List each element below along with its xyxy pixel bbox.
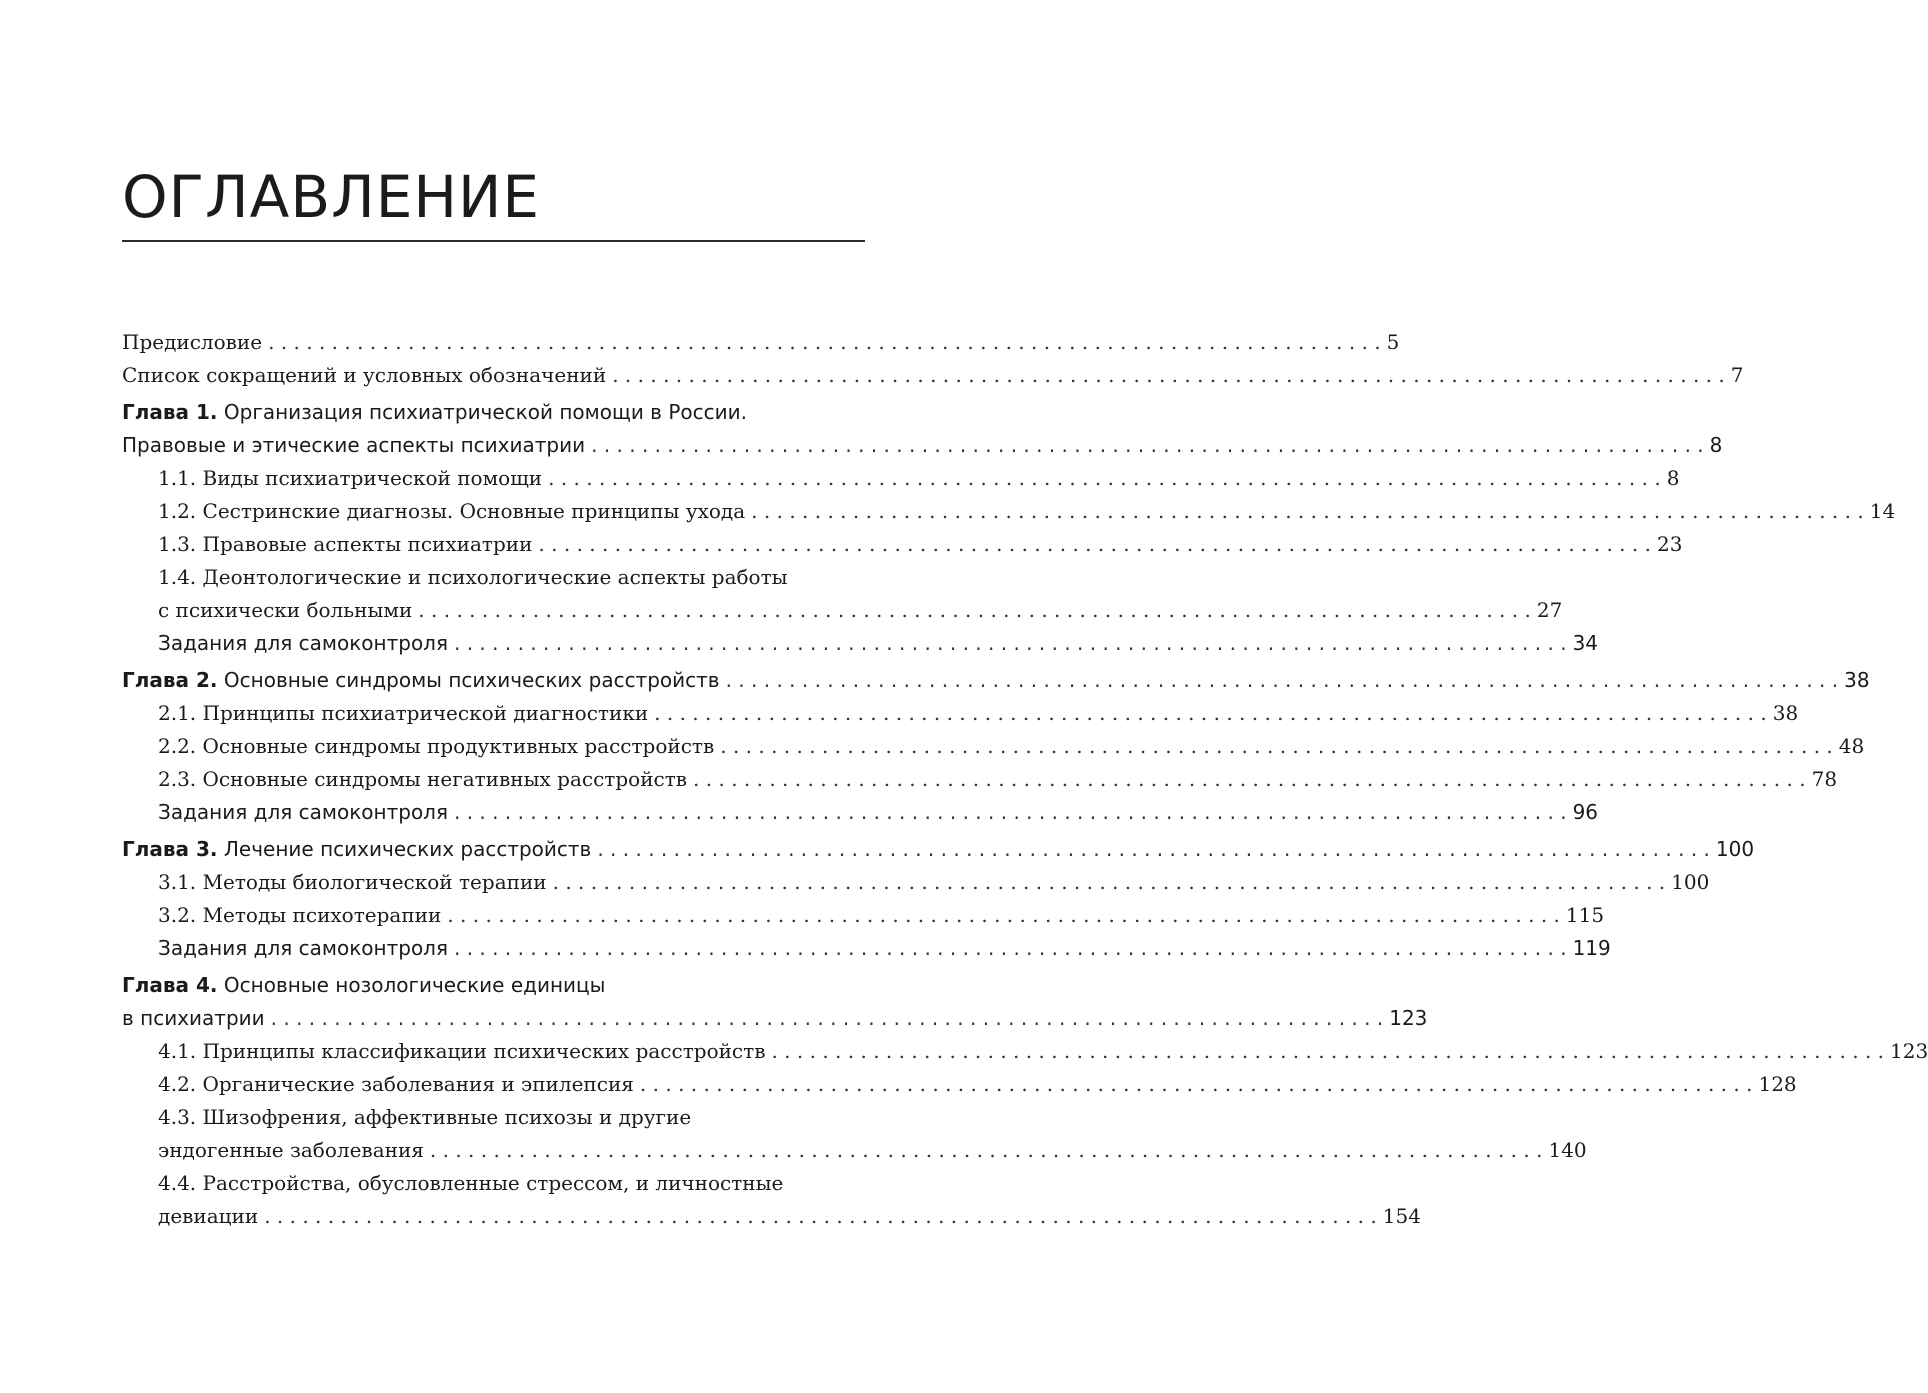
toc-entry-page: 48 — [1838, 734, 1865, 758]
toc-section-4-3-line-1[interactable]: 4.3. Шизофрения, аффективные психозы и другие — [158, 1105, 692, 1129]
toc-section-1-4[interactable] — [122, 594, 1563, 627]
dot-leader — [454, 627, 1567, 660]
toc-entry-label: 4.2. Органические заболевания и эпилепсия — [158, 1072, 634, 1096]
toc-self-check-1[interactable] — [122, 627, 1599, 660]
chapter-title: Лечение психических расстройств — [223, 837, 592, 861]
toc-entry-label: 1.1. Виды психиатрической помощи — [158, 466, 543, 490]
chapter-number: Глава 3. — [122, 837, 218, 861]
toc-entry-label: 1.3. Правовые аспекты психиатрии — [158, 532, 533, 556]
toc-chapter-4-heading[interactable] — [122, 969, 865, 1002]
toc-self-check-2[interactable] — [122, 796, 1599, 829]
toc-entry-label: 2.1. Принципы психиатрической диагностики — [158, 701, 649, 725]
dot-leader — [418, 594, 1531, 627]
toc-entry-page: 38 — [1844, 668, 1870, 692]
toc-entry-page: 34 — [1572, 631, 1599, 655]
toc-entry-page: 27 — [1536, 598, 1563, 622]
toc-chapter-3[interactable] — [122, 833, 1755, 866]
toc-section-3-2[interactable] — [122, 899, 1605, 932]
toc-section-4-2[interactable] — [122, 1068, 1797, 1101]
dot-leader — [430, 1134, 1543, 1167]
toc-section-2-1[interactable] — [122, 697, 1799, 730]
toc-entry-label: Список сокращений и условных обозначений — [122, 363, 607, 387]
dot-leader — [726, 664, 1839, 697]
toc-entry-page: 123 — [1890, 1039, 1928, 1063]
dot-leader — [454, 796, 1567, 829]
toc-section-4-4[interactable] — [122, 1200, 1421, 1233]
toc-entry-page: 78 — [1811, 767, 1838, 791]
toc-entry-page: 14 — [1869, 499, 1896, 523]
toc-section-4-4-line-1[interactable]: 4.4. Расстройства, обусловленные стрессом, и личностные — [158, 1171, 784, 1195]
toc-entry-page: 154 — [1382, 1204, 1421, 1228]
dot-leader — [612, 359, 1725, 392]
toc-entry-page: 100 — [1715, 837, 1755, 861]
dot-leader — [597, 833, 1710, 866]
toc-chapter-2[interactable] — [122, 664, 1870, 697]
dot-leader — [553, 866, 1666, 899]
toc-entry-label: Задания для самоконтроля — [158, 800, 448, 824]
toc-chapter-1[interactable] — [122, 429, 1723, 462]
toc-entry-label: эндогенные заболевания — [158, 1138, 424, 1162]
toc-entry-page: 8 — [1709, 433, 1723, 457]
chapter-number: Глава 4. — [122, 973, 218, 997]
dot-leader — [538, 528, 1651, 561]
toc-entry-abbreviations[interactable] — [122, 359, 1744, 392]
toc-section-1-2[interactable] — [122, 495, 1896, 528]
table-of-contents — [122, 326, 1928, 1233]
chapter-number: Глава 1. — [122, 400, 218, 424]
toc-section-1-1[interactable] — [122, 462, 1680, 495]
toc-section-2-3[interactable] — [122, 763, 1838, 796]
toc-section-1-4-line-1[interactable]: 1.4. Деонтологические и психологические аспекты работы — [158, 565, 788, 589]
dot-leader — [640, 1068, 1753, 1101]
toc-entry-page: 119 — [1572, 936, 1611, 960]
toc-entry-label: девиации — [158, 1204, 259, 1228]
dot-leader — [693, 763, 1806, 796]
toc-entry-label: 3.1. Методы биологической терапии — [158, 870, 547, 894]
toc-entry-page: 100 — [1671, 870, 1710, 894]
toc-entry-page: 5 — [1386, 330, 1400, 354]
toc-chapter-4[interactable] — [122, 1002, 1428, 1035]
chapter-title-line-2: Правовые и этические аспекты психиатрии — [122, 433, 586, 457]
toc-entry-page: 7 — [1730, 363, 1744, 387]
toc-entry-page: 96 — [1572, 800, 1599, 824]
chapter-title-line-1: Основные нозологические единицы — [223, 973, 606, 997]
dot-leader — [548, 462, 1661, 495]
chapter-title-line-1: Организация психиатрической помощи в России. — [223, 400, 747, 424]
dot-leader — [591, 429, 1704, 462]
toc-entry-page: 115 — [1565, 903, 1605, 927]
dot-leader — [654, 697, 1767, 730]
toc-entry-label: 3.2. Методы психотерапии — [158, 903, 442, 927]
toc-entry-label: Задания для самоконтроля — [158, 936, 448, 960]
toc-section-4-3[interactable] — [122, 1134, 1587, 1167]
dot-leader — [271, 1002, 1384, 1035]
toc-section-3-1[interactable] — [122, 866, 1710, 899]
chapter-title: Основные синдромы психических расстройств — [223, 668, 720, 692]
dot-leader — [720, 730, 1833, 763]
page-title: ОГЛАВЛЕНИЕ — [122, 163, 541, 231]
toc-entry-label: Задания для самоконтроля — [158, 631, 448, 655]
toc-entry-preface[interactable] — [122, 326, 1400, 359]
toc-section-2-2[interactable] — [122, 730, 1865, 763]
toc-self-check-3[interactable] — [122, 932, 1611, 965]
dot-leader — [264, 1200, 1377, 1233]
toc-entry-page: 23 — [1656, 532, 1683, 556]
dot-leader — [751, 495, 1864, 528]
toc-section-1-3[interactable] — [122, 528, 1683, 561]
toc-entry-page: 140 — [1548, 1138, 1587, 1162]
toc-entry-label: 2.3. Основные синдромы негативных расстройств — [158, 767, 688, 791]
title-underline — [122, 240, 865, 242]
toc-entry-page: 38 — [1772, 701, 1799, 725]
dot-leader — [447, 899, 1560, 932]
toc-entry-page: 123 — [1389, 1006, 1428, 1030]
toc-entry-label: с психически больными — [158, 598, 413, 622]
toc-entry-label: 2.2. Основные синдромы продуктивных расстройств — [158, 734, 715, 758]
toc-chapter-1-heading[interactable] — [122, 396, 865, 429]
toc-entry-label: 1.2. Сестринские диагнозы. Основные принципы ухода — [158, 499, 746, 523]
dot-leader — [771, 1035, 1884, 1068]
toc-section-4-1[interactable] — [122, 1035, 1928, 1068]
dot-leader — [454, 932, 1567, 965]
toc-entry-page: 128 — [1758, 1072, 1797, 1096]
chapter-title-line-2: в психиатрии — [122, 1006, 265, 1030]
dot-leader — [268, 326, 1381, 359]
toc-entry-page: 8 — [1666, 466, 1680, 490]
toc-entry-label: 4.1. Принципы классификации психических расстройств — [158, 1039, 766, 1063]
toc-entry-label: Предисловие — [122, 330, 263, 354]
chapter-number: Глава 2. — [122, 668, 218, 692]
